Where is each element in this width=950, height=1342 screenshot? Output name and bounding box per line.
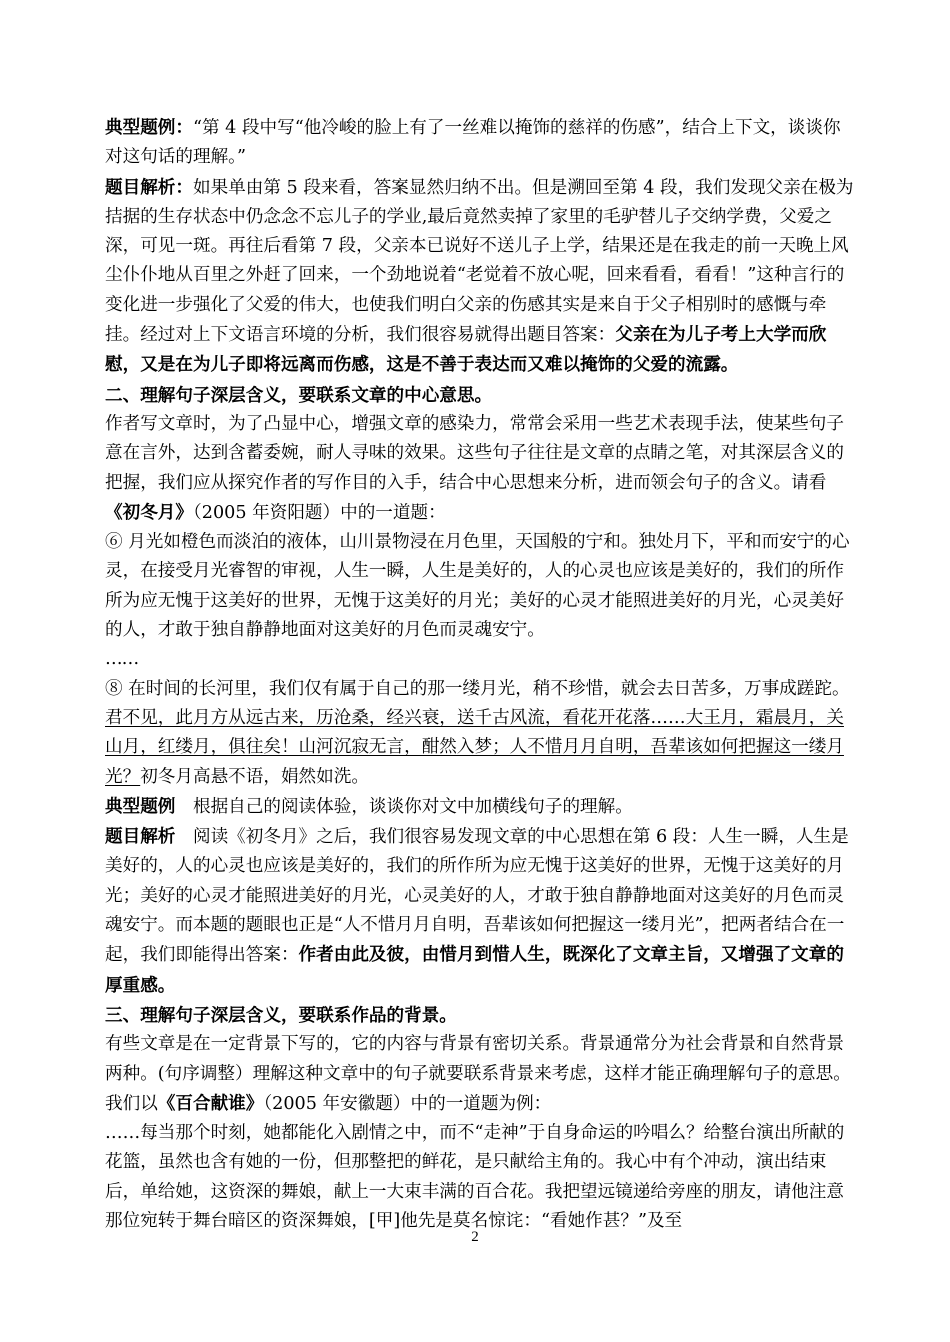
intro-text: 有些文章是在一定背景下写的，它的内容与背景有密切关系。背景通常分为社会背景和自然背景两种。(句序调整）理解这种文章中的句子就要联系背景来考虑，这样才能正确理解句子的意思。 我们以 <box>105 1034 860 1114</box>
section-heading-3: 三、理解句子深层含义，要联系作品的背景。 <box>105 1004 457 1026</box>
analysis-text: 如果单由第 5 段来看，答案显然归纳不出。但是溯回至第 4 段，我们发现父亲在极为拮据的生存状态中仍念念不忘儿子的学业,最后竟然卖掉了家里的毛驴替儿子交纳学费，父爱之深，可见一斑。再往后看第 7 段，父亲本已说好不送儿子上学，结果还是在我走的前一天晚上风尘仆仆地从百里之外赶了回来，一个劲地说着“老觉着不放心呢，回来看看，看看！”这种言行的变化进一步强化了父爱的伟大，也使我们明白父亲的伤感其实是来自于父子相别时的感慨与牵挂。经过对上下文语言环境的分析，我们很容易就得出题目答案： <box>105 177 854 346</box>
analysis-1 <box>105 173 857 381</box>
quote-text: ⑧ 在时间的长河里，我们仅有属于自己的那一缕月光，稍不珍惜，就会去日苦多，万事成蹉跎。 <box>105 678 850 699</box>
intro-tail: （2005 年安徽题）中的一道题为例： <box>263 1093 552 1114</box>
label-analysis: 题目解析 <box>105 826 176 848</box>
example-text: “第 4 段中写“他冷峻的脸上有了一丝难以掩饰的慈祥的伤感”，结合上下文，谈谈你对这句话的理解。” <box>105 118 841 168</box>
label-example: 典型题例： <box>105 117 193 138</box>
section-heading-2: 二、理解句子深层含义，要联系文章的中心意思。 <box>105 384 493 406</box>
example-question-2 <box>105 792 857 822</box>
article-title: 《初冬月》 <box>105 501 193 523</box>
underlined-sentence: 君不见，此月方从远古来，历沧桑，经兴衰，送千古风流，看花开花落……大王月，霜晨月，关山月，红缕月，俱往矣！山河沉寂无言，酣然入梦；人不惜月月自明，吾辈该如何把握这一缕月光？ <box>105 707 844 787</box>
analysis-2 <box>105 822 857 1001</box>
article-title: 《百合献谁》 <box>157 1092 264 1114</box>
example-question-1 <box>105 113 857 173</box>
ellipsis: …… <box>105 649 139 670</box>
paragraph-intro-2 <box>105 410 857 528</box>
quote-paragraph-8 <box>105 675 857 792</box>
page-number: 2 <box>471 1229 479 1245</box>
intro-text: 作者写文章时，为了凸显中心，增强文章的感染力，常常会采用一些艺术表现手法，使某些句子意在言外，达到含蓄委婉，耐人寻味的效果。这些句子往往是文章的点睛之笔，对其深层含义的把握，我们应从探究作者的写作目的入手，结合中心思想来分析，进而领会句子的含义。请看 <box>105 413 844 493</box>
document-body <box>105 113 860 1236</box>
label-analysis: 题目解析： <box>105 176 193 198</box>
quote-tail: 初冬月高悬不语，娟然如洗。 <box>140 766 369 787</box>
quote-excerpt: ……每当那个时刻，她都能化入剧情之中，而不“走神”于自身命运的吟唱么？给整台演出所献的花篮，虽然也含有她的一份，但那整把的鲜花，是只献给主角的。我心中有个冲动，演出结束后，单给她，这资深的舞娘，献上一大束丰满的百合花。我把望远镜递给旁座的朋友，请他注意那位宛转于舞台暗区的资深舞娘，[甲]他先是莫名惊诧：“看她作甚？”及至 <box>105 1123 845 1231</box>
intro-tail: （2005 年资阳题）中的一道题： <box>192 502 446 523</box>
paragraph-intro-3 <box>105 1030 860 1119</box>
label-example: 典型题例 <box>105 795 176 817</box>
quote-paragraph-6: ⑥ 月光如橙色而淡泊的液体，山川景物浸在月色里，天国般的宁和。独处月下，平和而安宁的心灵，在接受月光睿智的审视，人生一瞬，人生是美好的，人的心灵也应该是美好的，我们的所作所为应无愧于这美好的世界，无愧于这美好的月光；美好的心灵才能照进美好的月光，心灵美好的人，才敢于独自静静地面对这美好的月色而灵魂安宁。 <box>105 532 850 641</box>
example-text: 根据自己的阅读体验，谈谈你对文中加横线句子的理解。 <box>175 796 633 817</box>
analysis-answer: 作者由此及彼，由惜月到惜人生，既深化了文章主旨，又增强了文章的厚重感。 <box>105 944 844 996</box>
analysis-text: 阅读《初冬月》之后，我们很容易发现文章的中心思想在第 6 段：人生一瞬，人生是美好的，人的心灵也应该是美好的，我们的所作所为应无愧于这美好的世界，无愧于这美好的月光；美好的心灵才能照进美好的月光，心灵美好的人，才敢于独自静静地面对这美好的月色而灵魂安宁。而本题的题眼也正是“人不惜月月自明，吾辈该如何把握这一缕月光”，把两者结合在一起，我们即能得出答案： <box>105 827 849 966</box>
analysis-answer: 父亲在为儿子考上大学而欣慰，又是在为儿子即将远离而伤感，这是不善于表达而又难以掩饰的父爱的流露。 <box>105 324 827 376</box>
